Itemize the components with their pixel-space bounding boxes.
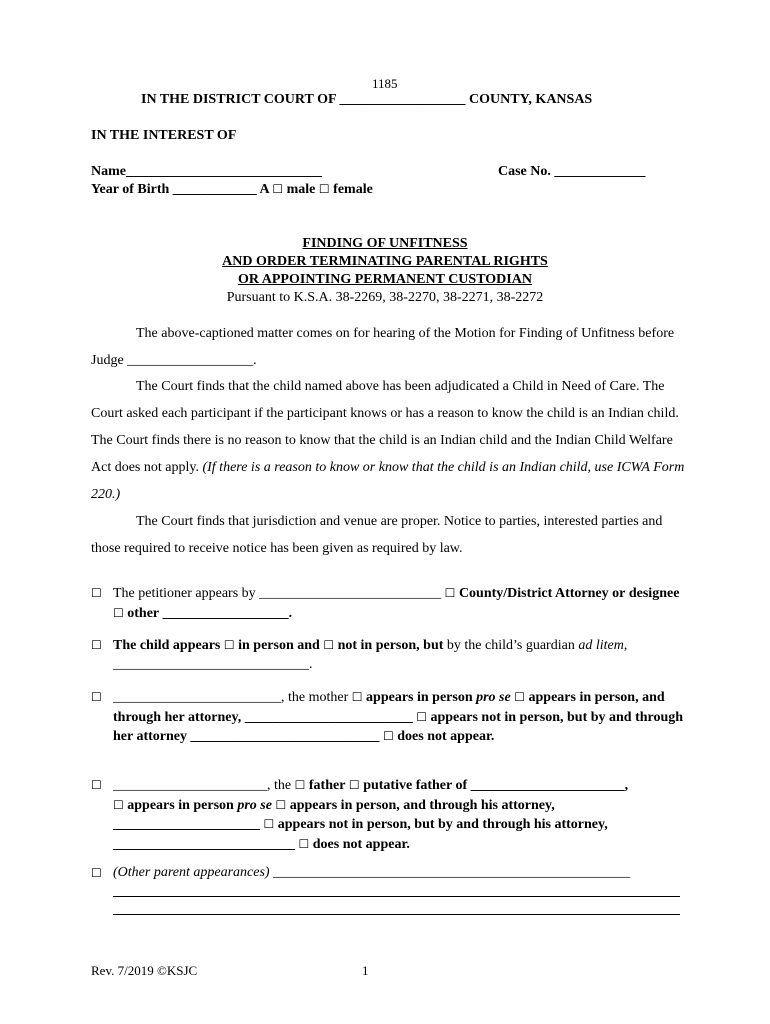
father-not-in-person-label: appears not in person, but by and through his attorney, <box>277 817 608 832</box>
mother-not-in-person-checkbox[interactable]: ☐ <box>416 709 427 724</box>
father-checkbox[interactable]: ☐ <box>91 778 102 792</box>
comma: , <box>623 638 628 653</box>
jurisdiction-paragraph <box>91 508 691 562</box>
child-appears-label: The child appears <box>113 638 221 653</box>
title-line-3: OR APPOINTING PERMANENT CUSTODIAN <box>238 272 532 287</box>
mother-no-appear-checkbox[interactable]: ☐ <box>383 729 394 743</box>
mother-name-blank[interactable]: ________________________, the mother <box>113 690 349 705</box>
interest-heading: IN THE INTEREST OF <box>91 128 237 143</box>
father-attorney-blank[interactable]: _____________________ <box>113 817 260 832</box>
child-in-person-checkbox[interactable]: ☐ <box>223 638 235 652</box>
form-number: 1185 <box>372 76 398 91</box>
guardian-text: by the child’s guardian <box>446 638 575 653</box>
petitioner-appearance-item <box>91 584 691 623</box>
other-parent-checkbox[interactable]: ☐ <box>91 866 102 880</box>
child-appearance-item <box>91 636 691 674</box>
guardian-blank[interactable]: ____________________________. <box>113 656 313 672</box>
birth-year-field[interactable]: Year of Birth ____________ A <box>91 182 269 197</box>
father-attorney-blank-2[interactable]: __________________________ <box>113 836 295 852</box>
father-label: father <box>308 778 346 793</box>
cinc-paragraph <box>91 373 691 508</box>
jurisdiction-text: The Court finds that jurisdiction and venue are proper. Notice to parties, interested parties and those required to receive notice has been given as required by law. <box>91 514 663 556</box>
father-name-blank[interactable]: ______________________, the <box>113 778 292 793</box>
mother-with-attorney-checkbox[interactable]: ☐ <box>514 690 525 704</box>
petitioner-checkbox[interactable]: ☐ <box>91 586 102 600</box>
birth-gender-line <box>91 182 373 198</box>
county-attorney-label: County/District Attorney or <box>458 586 626 601</box>
icwa-note: (If there is a reason to know or know that the child is an Indian child, use ICWA Form 220.) <box>91 460 685 502</box>
other-checkbox[interactable]: ☐ <box>113 605 124 620</box>
name-field[interactable]: Name____________________________ <box>91 164 322 179</box>
male-checkbox[interactable]: ☐ <box>272 182 284 196</box>
other-label: other <box>127 605 160 621</box>
male-label: male <box>286 182 316 197</box>
mother-with-attorney-label: appears in person, and through her attorney, ________________________ <box>113 690 665 725</box>
mother-checkbox[interactable]: ☐ <box>91 690 102 704</box>
child-not-in-person-label: not in person, but <box>337 638 444 653</box>
father-type-checkbox[interactable]: ☐ <box>294 778 306 792</box>
hearing-text: The above-captioned matter comes on for hearing of the Motion for Finding of Unfitness before Judge __________________. <box>91 326 675 368</box>
father-no-appear-label: does not appear. <box>312 836 410 852</box>
child-in-person-label: in person and <box>238 638 320 653</box>
revision-footer: Rev. 7/2019 ©KSJC <box>91 963 198 978</box>
mother-in-person-label: appears in person <box>366 690 473 705</box>
mother-no-appear-label: does not appear. <box>397 729 495 744</box>
court-caption: IN THE DISTRICT COURT OF __________________ COUNTY, KANSAS <box>141 92 593 107</box>
putative-father-label: putative father of ______________________, <box>363 778 629 793</box>
petitioner-text: The petitioner appears by __________________________ <box>113 586 442 601</box>
cinc-text: The Court finds that the child named above has been adjudicated a Child in Need of Care. The Court asked each participant if the participant knows or has a reason to know the child is an Indian child. The Court finds there is no reason to know that the child is an Indian child and the Indian Child Welfare Act does not apply. <box>91 379 679 475</box>
statute-reference: Pursuant to K.S.A. 38-2269, 38-2270, 38-2271, 38-2272 <box>226 290 544 305</box>
female-label: female <box>333 182 373 197</box>
other-blank[interactable]: __________________. <box>162 605 293 621</box>
father-pro-se-label: pro se <box>237 797 272 813</box>
child-not-in-person-checkbox[interactable]: ☐ <box>323 638 335 652</box>
mother-pro-se-label: pro se <box>476 690 511 705</box>
title-line-1: FINDING OF UNFITNESS <box>302 236 468 251</box>
father-not-in-person-checkbox[interactable]: ☐ <box>263 817 275 831</box>
child-checkbox[interactable]: ☐ <box>91 638 102 652</box>
ad-litem-text: ad litem <box>578 638 624 653</box>
father-in-person-label: appears in person <box>127 797 234 813</box>
county-attorney-checkbox[interactable]: ☐ <box>444 586 456 600</box>
father-pro-se-checkbox[interactable]: ☐ <box>113 797 124 812</box>
putative-father-checkbox[interactable]: ☐ <box>348 778 360 792</box>
title-line-2: AND ORDER TERMINATING PARENTAL RIGHTS <box>222 254 548 269</box>
page-number: 1 <box>362 963 369 978</box>
father-with-attorney-checkbox[interactable]: ☐ <box>275 797 287 812</box>
mother-not-in-person-label: appears not in person, but by and through her attorney ___________________________ <box>113 709 684 744</box>
other-parent-blank[interactable]: ___________________________________________________ <box>273 865 631 880</box>
mother-pro-se-checkbox[interactable]: ☐ <box>351 690 363 704</box>
other-parent-item <box>91 864 691 883</box>
female-checkbox[interactable]: ☐ <box>318 182 330 196</box>
blank-line[interactable] <box>113 896 680 897</box>
blank-line[interactable] <box>113 914 680 915</box>
father-with-attorney-label: appears in person, and through his attorney, <box>289 797 555 813</box>
designee-label: designee <box>628 586 680 601</box>
father-appearance-item <box>91 776 691 854</box>
case-number-field[interactable]: Case No. _____________ <box>498 164 646 179</box>
father-no-appear-checkbox[interactable]: ☐ <box>298 836 310 851</box>
hearing-paragraph <box>91 320 691 374</box>
other-parent-label: (Other parent appearances) <box>113 865 270 880</box>
mother-appearance-item <box>91 688 691 747</box>
